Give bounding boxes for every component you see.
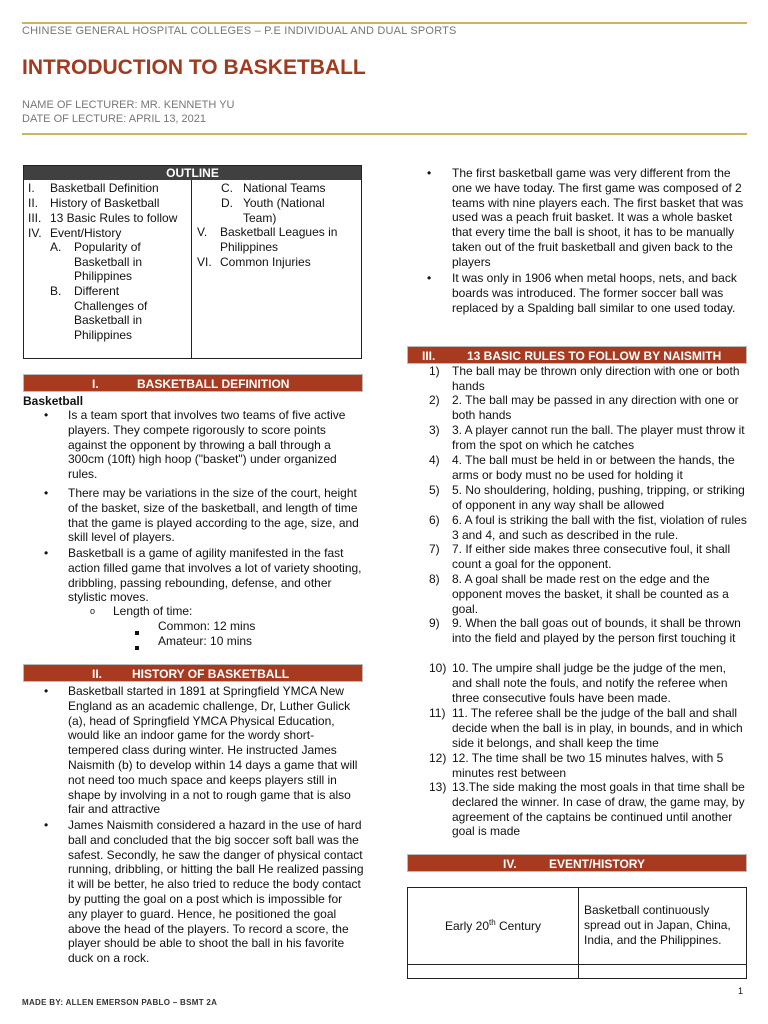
outline-num: IV. (28, 226, 42, 240)
lecturer-name: NAME OF LECTURER: MR. KENNETH YU (22, 99, 235, 111)
rule-text: 4. The ball must be held in or between the hands, the arms or body must no be used for holding it (452, 453, 735, 482)
rule-number: 10) (429, 661, 447, 675)
section-title: EVENT/HISTORY (549, 857, 646, 871)
section-header-rules (407, 346, 747, 364)
rule-number: 6) (429, 513, 440, 527)
rule-number: 5) (429, 483, 440, 497)
event-history-table (407, 887, 747, 979)
outline-item: Youth (National Team) (243, 196, 325, 225)
outline-title: OUTLINE (24, 166, 361, 180)
table-divider (408, 964, 746, 965)
history-bullet: James Naismith considered a hazard in the use of hard ball and concluded that the big soccer soft ball was the safest. Secondly, he saw the danger of physical contact running, dribbling, or hitting the ball He realized passing it will be better, he also tried to reduce the body contact by putting the goal on a post which is impossible for any player to guard. Hence, he positioned the goal above the head of the players. To record a score, the player should be able to shoot the ball in his favorite duck on a rock. (68, 818, 364, 966)
outline-num: II. (28, 196, 39, 210)
outline-num: A. (50, 240, 62, 254)
history-continued-bullet: It was only in 1906 when metal hoops, nets, and back boards was introduced. The former soccer ball was replaced by a Spalding ball similar to one used today. (452, 271, 737, 315)
rule-text: 7. If either side makes three consecutive foul, it shall count a goal for the opponent. (452, 542, 731, 571)
rule-number: 2) (429, 393, 440, 407)
outline-item: 13 Basic Rules to follow (50, 211, 178, 225)
section-number: IV. (503, 857, 517, 871)
bullet-marker: • (44, 486, 49, 500)
rule-number: 12) (429, 751, 447, 765)
rule-text: The ball may be thrown only direction with one or both hands (452, 364, 740, 393)
outline-item: Different Challenges of Basketball in Philippines (74, 284, 148, 342)
bullet-marker: • (44, 818, 49, 832)
event-description: Basketball continuously spread out in Japan, China, India, and the Philippines. (584, 903, 731, 947)
section-title: HISTORY OF BASKETBALL (132, 667, 290, 681)
rule-text: 2. The ball may be passed in any direction with one or both hands (452, 393, 739, 422)
document-title: INTRODUCTION TO BASKETBALL (22, 56, 366, 79)
rule-text: 10. The umpire shall judge be the judge of the men, and shall note the fouls, and notify the referee when three consecutive fouls have been made. (452, 661, 728, 705)
outline-item: Event/History (50, 226, 122, 240)
bullet-marker: • (44, 546, 49, 560)
rule-number: 3) (429, 423, 440, 437)
lecture-date: DATE OF LECTURE: APRIL 13, 2021 (22, 113, 207, 125)
section-number: III. (422, 349, 436, 363)
outline-divider (191, 180, 192, 359)
rule-text: 3. A player cannot run the ball. The player must throw it from the spot on which he catches (452, 423, 745, 452)
rule-number: 8) (429, 572, 440, 586)
outline-item: Popularity of Basketball in Philippines (74, 240, 143, 284)
section-number: II. (92, 667, 103, 681)
length-item: Common: 12 mins (158, 619, 256, 633)
outline-num: I. (28, 181, 35, 195)
definition-bullet: Is a team sport that involves two teams of five active players. They compete rigorously to score points against the opponent by throwing a ball through a 300cm (10ft) high hoop ("basket") under organized rules. (68, 408, 346, 482)
outline-num: C. (221, 181, 233, 195)
rule-text: 12. The time shall be two 15 minutes halves, with 5 minutes rest between (452, 751, 724, 780)
outline-item: National Teams (243, 181, 326, 195)
square-bullet-marker (135, 639, 139, 654)
rule-number: 13) (429, 780, 447, 794)
section-header-definition (23, 374, 363, 392)
rule-text: 8. A goal shall be made rest on the edge and the opponent moves the basket, it shall be counted as a goal. (452, 572, 729, 616)
outline-num: D. (221, 196, 233, 210)
rule-number: 4) (429, 453, 440, 467)
rule-number: 1) (429, 364, 440, 378)
event-period-sup: th (489, 918, 496, 927)
outline-num: V. (197, 225, 208, 239)
subheading-basketball: Basketball (23, 394, 84, 408)
circle-bullet-marker: o (90, 606, 96, 616)
footer-credit: MADE BY: ALLEN EMERSON PABLO – BSMT 2A (22, 998, 218, 1007)
history-continued-bullet: The first basketball game was very different from the one we have today. The first game was composed of 2 teams with nine players each. The first basket that was used was a peach fruit basket. It was a whole basket that every time the ball is shoot, it has to be manually taken out of the fruit basketball and given back to the players (452, 166, 744, 269)
definition-bullet: There may be variations in the size of the court, height of the basket, size of the basketball, and length of time that the game is played according to the age, size, and skill level of players. (68, 486, 359, 545)
outline-item: Common Injuries (220, 255, 311, 269)
page-number: 1 (738, 986, 744, 996)
bullet-marker: • (427, 166, 432, 180)
bullet-marker: • (427, 271, 432, 285)
event-period-text: Early 20 (444, 919, 489, 933)
event-period-text: Century (495, 919, 542, 933)
bullet-marker: • (44, 684, 49, 698)
section-header-history (23, 664, 363, 682)
rule-text: 9. When the ball goas out of bounds, it shall be thrown into the field and played by the person first touching it (452, 616, 741, 645)
running-header: CHINESE GENERAL HOSPITAL COLLEGES – P.E INDIVIDUAL AND DUAL SPORTS (22, 25, 457, 37)
rule-number: 11) (429, 706, 446, 720)
square-bullet-marker (135, 624, 139, 639)
header-rule (22, 22, 747, 24)
title-rule (22, 133, 747, 135)
rule-text: 13.The side making the most goals in that time shall be declared the winner. In case of draw, the game may, by agreement of the captains be continued until another goal is made (452, 780, 745, 839)
outline-table (23, 165, 362, 359)
outline-item: Basketball Definition (50, 181, 159, 195)
outline-num: B. (50, 284, 62, 298)
section-header-event (407, 854, 747, 872)
event-period (408, 918, 578, 933)
bullet-marker: • (44, 408, 49, 422)
section-number: I. (92, 377, 99, 391)
rule-number: 9) (429, 616, 440, 630)
definition-bullet: Basketball is a game of agility manifested in the fast action filled game that involves a lot of variety shooting, dribbling, passing rebounding, defense, and other stylistic moves. (68, 546, 362, 605)
rule-text: 5. No shouldering, holding, pushing, tripping, or striking of opponent in any way shall be allowed (452, 483, 745, 512)
length-item: Amateur: 10 mins (158, 634, 253, 648)
history-bullet: Basketball started in 1891 at Springfield YMCA New England as an academic challenge, Dr, Luther Gulick (a), head of Springfield YMCA Physical Education, would like an indoor game for the wordy short-tempered class during winter. He instructed James Naismith (b) to develop within 14 days a game that will not need too much space and keeps players still in shape by involving in a not to rough game that is also fair and attractive (68, 684, 358, 817)
outline-num: VI. (197, 255, 212, 269)
rule-text: 6. A foul is striking the ball with the fist, violation of rules 3 and 4, and such as described in the rule. (452, 513, 747, 542)
length-of-time-label: Length of time: (113, 604, 193, 618)
section-title: BASKETBALL DEFINITION (137, 377, 290, 391)
outline-num: III. (28, 211, 42, 225)
section-title: 13 BASIC RULES TO FOLLOW BY NAISMITH (467, 349, 722, 363)
rule-number: 7) (429, 542, 440, 556)
outline-item: History of Basketball (50, 196, 160, 210)
rule-text: 11. The referee shall be the judge of the ball and shall decide when the ball is in play, in bounds, and in which side it belongs, and shall keep the time (452, 706, 743, 750)
outline-item: Basketball Leagues in Philippines (220, 225, 338, 254)
